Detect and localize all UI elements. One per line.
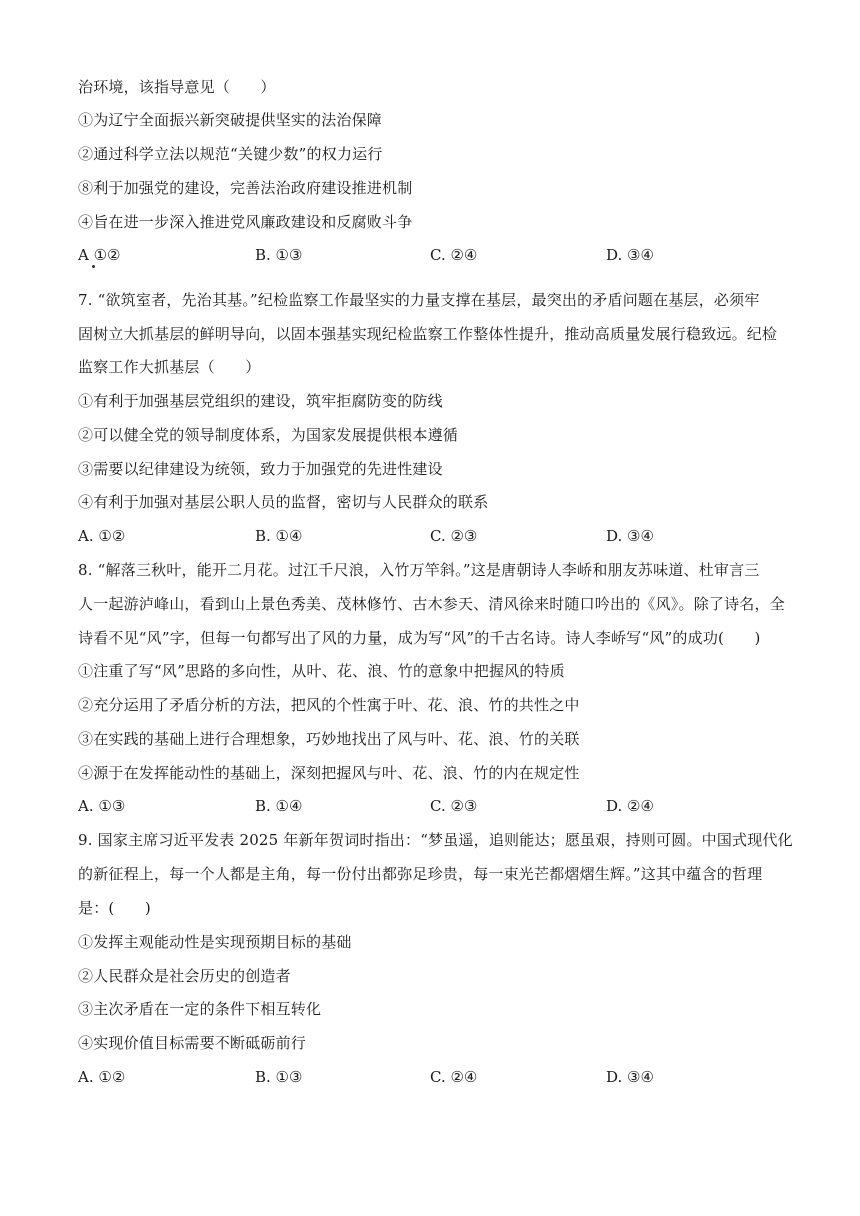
- q9-stem-line-2: 的新征程上，每一个人都是主角，每一份付出都弥足珍贵，每一束光芒都熠熠生辉。”这其中蕴含的哲理: [78, 865, 763, 883]
- q9-item-4: ④实现价值目标需要不断砥砺前行: [78, 1034, 307, 1052]
- q7-item-3: ③需要以纪律建设为统领，致力于加强党的先进性建设: [78, 460, 443, 478]
- q9-option-b: B. ①③: [255, 1068, 303, 1086]
- q8-item-4: ④源于在发挥能动性的基础上，深刻把握风与叶、花、浪、竹的内在规定性: [78, 764, 580, 782]
- q6-item-2: ②通过科学立法以规范“关键少数”的权力运行: [78, 145, 383, 163]
- q9-item-3: ③主次矛盾在一定的条件下相互转化: [78, 1000, 322, 1018]
- q6-item-4: ④旨在进一步深入推进党风廉政建设和反腐败斗争: [78, 213, 413, 231]
- q9-option-a: A. ①②: [78, 1068, 126, 1086]
- q9-item-1: ①发挥主观能动性是实现预期目标的基础: [78, 933, 352, 951]
- q7-stem-line-2: 固树立大抓基层的鲜明导向，以固本强基实现纪检监察工作整体性提升，推动高质量发展行稳致远。纪检: [78, 325, 778, 343]
- q8-stem-line-1: 8. “解落三秋叶，能开二月花。过江千尺浪，入竹万竿斜。”这是唐朝诗人李峤和朋友苏味道、杜审言三: [78, 561, 760, 579]
- q7-item-4: ④有利于加强对基层公职人员的监督，密切与人民群众的联系: [78, 493, 489, 511]
- q7-item-1: ①有利于加强基层党组织的建设，筑牢拒腐防变的防线: [78, 392, 443, 410]
- q9-stem-line-3: 是：( ): [78, 899, 151, 917]
- q7-option-c: C. ②③: [430, 527, 478, 545]
- q6-item-3: ⑧利于加强党的建设，完善法治政府建设推进机制: [78, 179, 413, 197]
- q7-item-2: ②可以健全党的领导制度体系，为国家发展提供根本遵循: [78, 426, 459, 444]
- q8-item-1: ①注重了写“风”思路的多向性，从叶、花、浪、竹的意象中把握风的特质: [78, 662, 565, 680]
- q9-item-2: ②人民群众是社会历史的创造者: [78, 967, 291, 985]
- q9-stem-line-1: 9. 国家主席习近平发表 2025 年新年贺词时指出：“梦虽遥，追则能达；愿虽艰，持则可圆。中国式现代化: [78, 831, 793, 849]
- q7-stem-line-3: 监察工作大抓基层（ ）: [78, 358, 261, 376]
- q7-option-b: B. ①④: [255, 527, 303, 545]
- q6-option-a: A ①②: [78, 246, 121, 264]
- q6-stem-tail: 治环境，该指导意见（ ）: [78, 78, 276, 96]
- q8-option-a: A. ①③: [78, 797, 126, 815]
- q7-stem-line-1: 7. “欲筑室者，先治其基。”纪检监察工作最坚实的力量支撑在基层，最突出的矛盾问题在基层，必须牢: [78, 291, 760, 309]
- q9-option-d: D. ③④: [606, 1068, 654, 1086]
- q7-option-a: A. ①②: [78, 527, 126, 545]
- q6-option-d: D. ③④: [606, 246, 654, 264]
- q9-option-c: C. ②④: [430, 1068, 478, 1086]
- q8-item-3: ③在实践的基础上进行合理想象，巧妙地找出了风与叶、花、浪、竹的关联: [78, 730, 580, 748]
- q6-option-b: B. ①③: [255, 246, 303, 264]
- q8-option-c: C. ②③: [430, 797, 478, 815]
- stray-dot-mark: [92, 265, 95, 268]
- q8-option-d: D. ②④: [606, 797, 654, 815]
- q6-item-1: ①为辽宁全面振兴新突破提供坚实的法治保障: [78, 111, 383, 129]
- q8-option-b: B. ①④: [255, 797, 303, 815]
- q8-item-2: ②充分运用了矛盾分析的方法，把风的个性寓于叶、花、浪、竹的共性之中: [78, 696, 580, 714]
- q6-option-c: C. ②④: [430, 246, 478, 264]
- q7-option-d: D. ③④: [606, 527, 654, 545]
- q8-stem-line-3: 诗看不见“风”字，但每一句都写出了风的力量，成为写“风”的千古名诗。诗人李峤写“风”的成功( ): [78, 629, 761, 647]
- q8-stem-line-2: 人一起游泸峰山，看到山上景色秀美、茂林修竹、古木参天、清风徐来时随口吟出的《风》。除了诗名，全: [78, 595, 785, 613]
